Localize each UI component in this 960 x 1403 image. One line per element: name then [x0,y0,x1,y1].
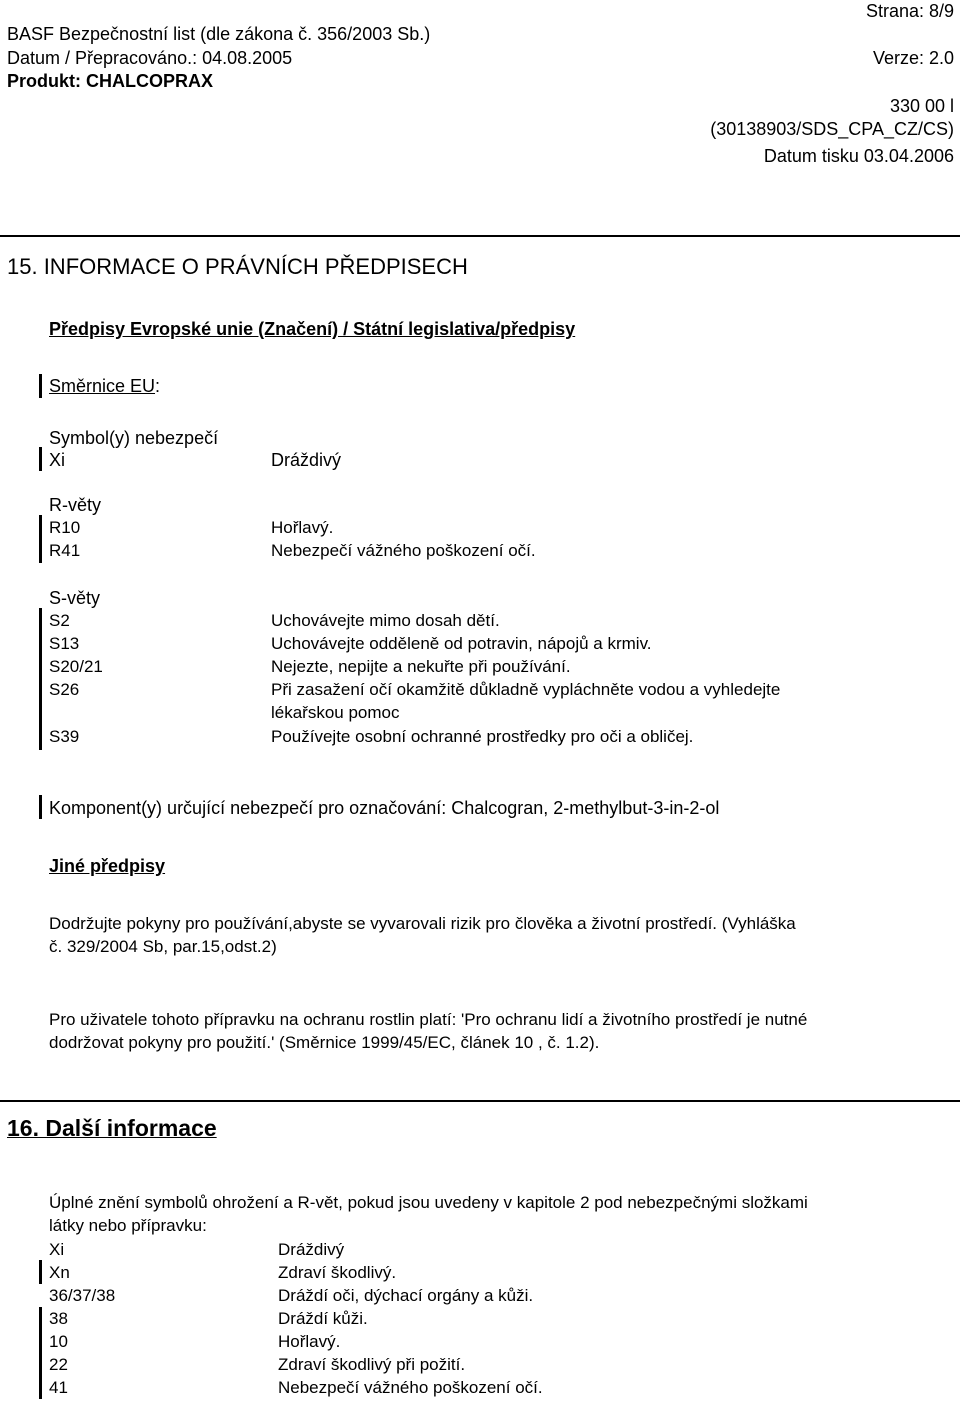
change-bar [39,608,42,750]
r-phrase-text: Nebezpečí vážného poškození očí. [271,541,536,560]
s-phrase-text: Při zasažení očí okamžitě důkladně vypláchněte vodou a vyhledejte [271,680,781,699]
hazard-symbol-text: Dráždivý [271,450,342,470]
symbol-text: Dráždivý [278,1240,345,1259]
symbol-code: 10 [49,1332,68,1351]
divider [0,1100,960,1102]
change-bar [39,515,42,563]
hazard-symbol-label: Symbol(y) nebezpečí [49,428,219,448]
r-phrases-label: R-věty [49,495,102,515]
symbol-code: Xn [49,1263,70,1282]
document-title: BASF Bezpečnostní list (dle zákona č. 356/2003 Sb.) [7,24,431,44]
symbol-code: 41 [49,1378,68,1397]
symbol-text: Dráždí oči, dýchací orgány a kůži. [278,1286,534,1305]
symbol-code: 36/37/38 [49,1286,116,1305]
symbols-intro: látky nebo přípravku: [49,1216,207,1235]
section-16-heading: 16. Další informace [7,1115,217,1141]
product-name: Produkt: CHALCOPRAX [7,71,213,91]
s-phrases-label: S-věty [49,588,101,608]
eu-directive-label: Směrnice EU: [49,376,161,396]
s-phrase-text: Uchovávejte odděleně od potravin, nápojů a krmiv. [271,634,652,653]
symbol-text: Hořlavý. [278,1332,341,1351]
change-bar [39,1260,42,1284]
symbol-text: Nebezpečí vážného poškození očí. [278,1378,543,1397]
s-phrase-text: Uchovávejte mimo dosah dětí. [271,611,500,630]
symbol-code: Xi [49,1240,65,1259]
page-number: Strana: 8/9 [865,1,954,21]
change-bar [39,447,42,471]
other-regulations-heading: Jiné předpisy [49,856,166,876]
symbol-text: Zdraví škodlivý. [278,1263,397,1282]
symbols-intro: Úplné znění symbolů ohrožení a R-vět, pokud jsou uvedeny v kapitole 2 pod nebezpečnými složkami [49,1193,808,1212]
version: Verze: 2.0 [872,48,954,68]
revision-date: Datum / Přepracováno.: 04.08.2005 [7,48,293,68]
change-bar [39,795,42,819]
other-regulations-text: č. 329/2004 Sb, par.15,odst.2) [49,937,277,956]
change-bar [39,1307,42,1399]
symbol-text: Dráždí kůži. [278,1309,368,1328]
s-phrase-text: Používejte osobní ochranné prostředky pro oči a obličej. [271,727,694,746]
r-phrase-text: Hořlavý. [271,518,334,537]
s-phrase-text: Nejezte, nepijte a nekuřte při používání. [271,657,571,676]
symbol-text: Zdraví škodlivý při požití. [278,1355,466,1374]
package-size: 330 00 l [889,96,954,116]
plant-protection-text: Pro uživatele tohoto přípravku na ochranu rostlin platí: 'Pro ochranu lidí a životního prostředí je nutné [49,1010,808,1029]
change-bar [39,374,42,398]
s-phrase-code: S2 [49,611,70,630]
r-phrase-code: R41 [49,541,81,560]
symbol-code: 38 [49,1309,68,1328]
s-phrase-code: S26 [49,680,80,699]
eu-regulations-subheading: Předpisy Evropské unie (Značení) / Státní legislativa/předpisy [49,319,576,339]
hazard-components: Komponent(y) určující nebezpečí pro označování: Chalcogran, 2-methylbut-3-in-2-ol [49,798,720,818]
section-15-heading: 15. INFORMACE O PRÁVNÍCH PŘEDPISECH [7,254,468,279]
hazard-symbol-code: Xi [49,450,66,470]
s-phrase-code: S39 [49,727,80,746]
symbol-code: 22 [49,1355,68,1374]
plant-protection-text: dodržovat pokyny pro použití.' (Směrnice 1999/45/EC, článek 10 , č. 1.2). [49,1033,600,1052]
other-regulations-text: Dodržujte pokyny pro používání,abyste se vyvarovali rizik pro člověka a životní prostředí. (Vyhláška [49,914,796,933]
print-date: Datum tisku 03.04.2006 [763,146,954,166]
s-phrase-code: S20/21 [49,657,103,676]
s-phrase-code: S13 [49,634,80,653]
s-phrase-text-continued: lékařskou pomoc [271,703,400,722]
document-code: (30138903/SDS_CPA_CZ/CS) [710,119,954,139]
divider [0,235,960,237]
r-phrase-code: R10 [49,518,81,537]
